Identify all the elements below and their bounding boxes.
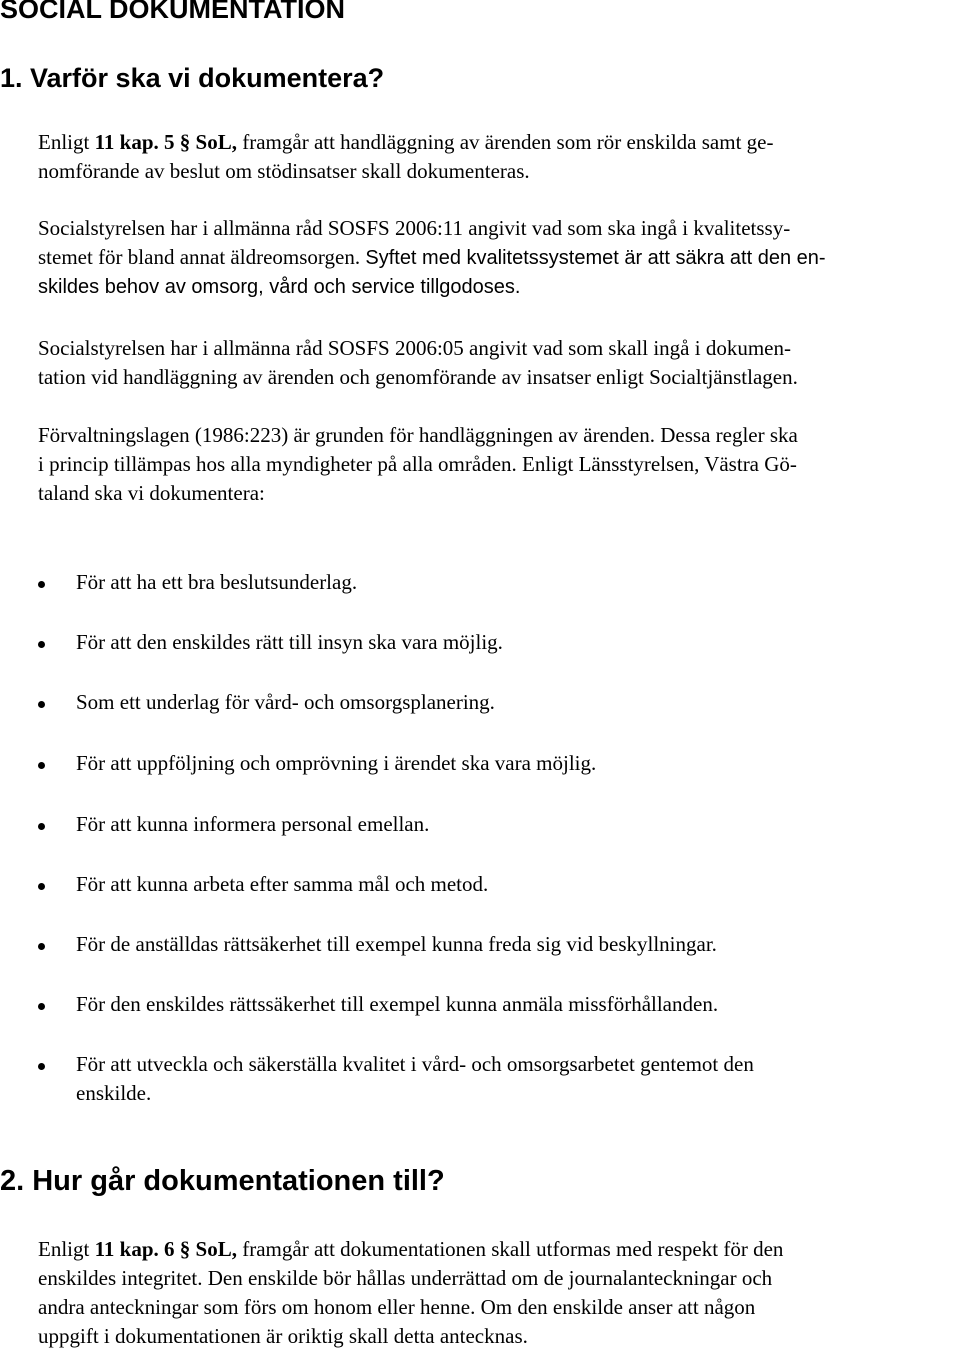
law-reference: 11 kap. [94, 1237, 159, 1261]
bullet-text: För att utveckla och säkerställa kvalitet i vård- och omsorgsarbetet gentemot den enskilde. [76, 1052, 754, 1105]
section-1-paragraph-3 [38, 334, 958, 392]
section-1-paragraph-4 [38, 421, 958, 508]
bullet-text: För att kunna informera personal emellan. [76, 812, 430, 836]
paragraph-line: andra anteckningar som förs om honom eller henne. Om den enskilde anser att någon [38, 1295, 756, 1319]
bullet-dot-icon [38, 1003, 45, 1010]
bullet-text: För att ha ett bra beslutsunderlag. [76, 570, 358, 594]
bullet-dot-icon [38, 1063, 45, 1070]
paragraph-sign: § [179, 1237, 191, 1261]
bullet-text: Som ett underlag för vård- och omsorgsplanering. [76, 690, 495, 714]
bullet-dot-icon [38, 943, 45, 950]
law-name: SoL, [190, 1237, 237, 1261]
paragraph-line: Socialstyrelsen har i allmänna råd SOSFS 2006:05 angivit vad som skall ingå i dokumen- [38, 336, 791, 360]
section-1-heading: 1. Varför ska vi dokumentera? [0, 63, 385, 93]
paragraph-line: uppgift i dokumentationen är oriktig skall detta antecknas. [38, 1324, 528, 1348]
law-reference: 11 kap. [94, 130, 159, 154]
bullet-text: För att kunna arbeta efter samma mål och metod. [76, 872, 489, 896]
bullet-dot-icon [38, 823, 45, 830]
paragraph-line: Socialstyrelsen har i allmänna råd SOSFS 2006:11 angivit vad som ska ingå i kvalitetssy- [38, 216, 791, 240]
paragraph-sign: § [179, 130, 191, 154]
paragraph-line: skildes behov av omsorg, vård och service tillgodoses. [38, 276, 521, 298]
law-name: SoL, [190, 130, 237, 154]
bullet-text: För att den enskildes rätt till insyn ska vara möjlig. [76, 630, 503, 654]
paragraph-line: Enligt 11 kap. 5 § SoL, framgår att handläggning av ärenden som rör enskilda samt ge- [38, 130, 774, 154]
paragraph-line: Förvaltningslagen (1986:223) är grunden för handläggningen av ärenden. Dessa regler ska [38, 423, 798, 447]
bullet-text: För att uppföljning och omprövning i ärendet ska vara möjlig. [76, 751, 597, 775]
bullet-dot-icon [38, 581, 45, 588]
section-2-paragraph-1 [38, 1235, 958, 1351]
paragraph-line: enskildes integritet. Den enskilde bör hållas underrättad om de journalanteckningar och [38, 1266, 773, 1290]
purpose-sentence: Syftet med kvalitetssystemet är att säkra att den en- [365, 247, 826, 269]
paragraph-line: taland ska vi dokumentera: [38, 481, 265, 505]
document-title: SOCIAL DOKUMENTATION [0, 0, 345, 24]
paragraph-line: Enligt 11 kap. 6 § SoL, framgår att dokumentationen skall utformas med respekt för den [38, 1237, 784, 1261]
bullet-dot-icon [38, 701, 45, 708]
section-1-paragraph-2 [38, 214, 958, 302]
bullet-text: För de anställdas rättsäkerhet till exempel kunna freda sig vid beskyllningar. [76, 932, 717, 956]
section-2-heading: 2. Hur går dokumentationen till? [0, 1165, 445, 1197]
section-1-paragraph-1 [38, 128, 958, 186]
paragraph-line: nomförande av beslut om stödinsatser skall dokumenteras. [38, 159, 530, 183]
paragraph-line: stemet för bland annat äldreomsorgen. Syftet med kvalitetssystemet är att säkra att den en- [38, 245, 826, 269]
paragraph-line: i princip tillämpas hos alla myndigheter på alla områden. Enligt Länsstyrelsen, Västra Gö- [38, 452, 797, 476]
paragraph-line: tation vid handläggning av ärenden och genomförande av insatser enligt Socialtjänstlagen. [38, 365, 798, 389]
bullet-dot-icon [38, 641, 45, 648]
bullet-dot-icon [38, 762, 45, 769]
bullet-text: För den enskildes rättssäkerhet till exempel kunna anmäla missförhållanden. [76, 992, 719, 1016]
bullet-dot-icon [38, 883, 45, 890]
